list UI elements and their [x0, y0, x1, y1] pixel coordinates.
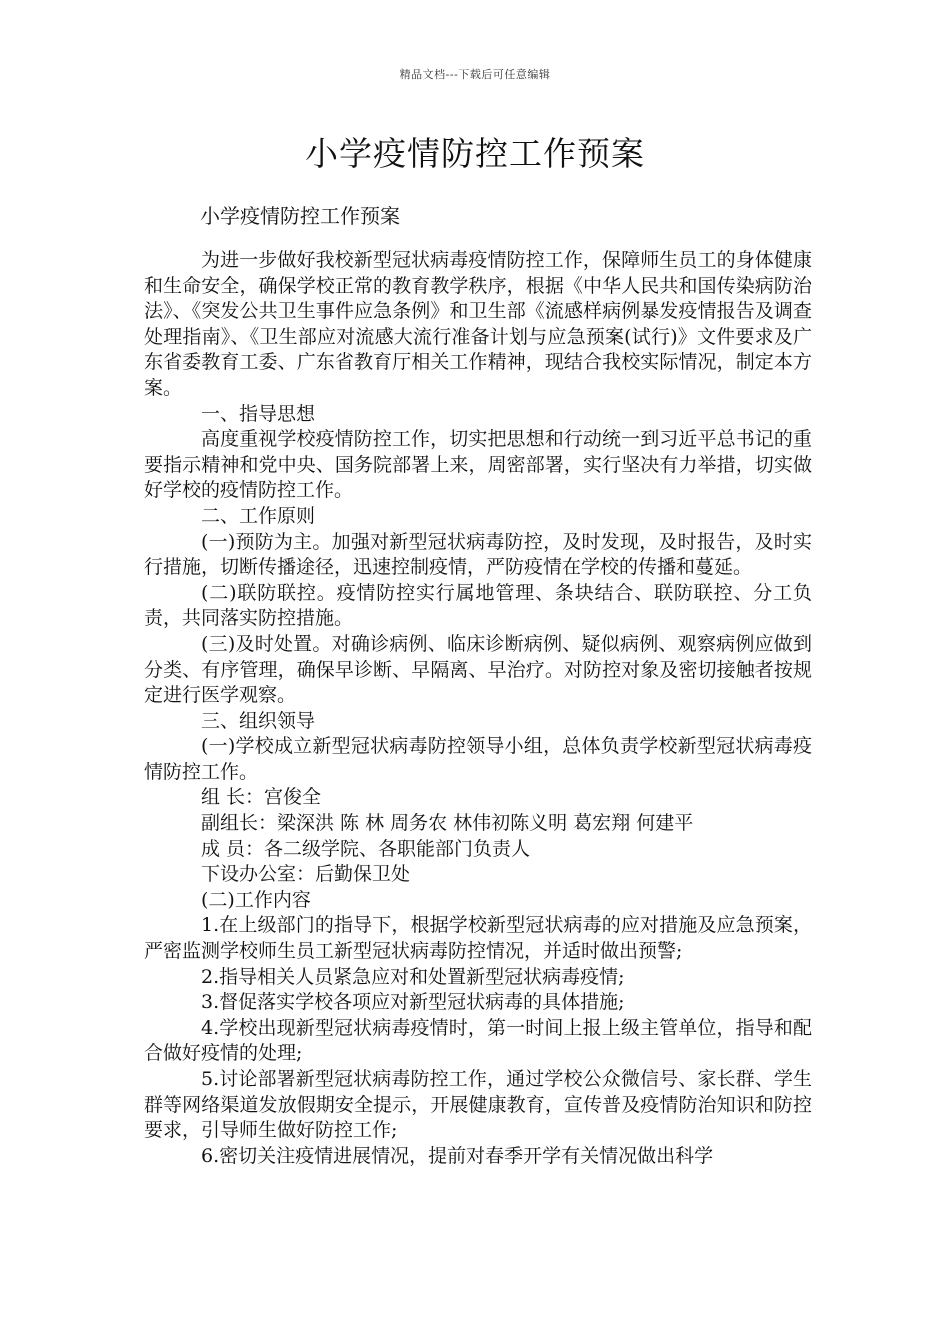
document-subtitle: 小学疫情防控工作预案: [200, 204, 400, 228]
list-item: 2.指导相关人员紧急应对和处置新型冠状病毒疫情;: [201, 965, 625, 988]
list-item: 4.学校出现新型冠状病毒疫情时，第一时间上报上级主管单位，指导和配合做好疫情的处理;: [144, 1016, 812, 1065]
leader-line: 组 长：宫俊全: [201, 786, 322, 809]
office-line: 下设办公室：后勤保卫处: [201, 863, 411, 886]
subsection-heading: (二)工作内容: [201, 888, 311, 911]
paragraph: (一)学校成立新型冠状病毒防控领导小组，总体负责学校新型冠状病毒疫情防控工作。: [144, 735, 812, 783]
list-item: 6.密切关注疫情进展情况，提前对春季开学有关情况做出科学: [201, 1144, 714, 1167]
paragraph: (一)预防为主。加强对新型冠状病毒防控，及时发现，及时报告，及时实行措施，切断传播途径，迅速控制疫情，严防疫情在学校的传播和蔓延。: [144, 530, 812, 579]
deputy-leader-line: 副组长：梁深洪 陈 林 周务农 林伟初陈义明 葛宏翔 何建平: [201, 812, 694, 835]
document-body: [144, 248, 812, 1169]
section-heading: 三、组织领导: [201, 709, 316, 732]
paragraph: (二)联防联控。疫情防控实行属地管理、条块结合、联防联控、分工负责，共同落实防控措施。: [144, 581, 812, 630]
paragraph: (三)及时处置。对确诊病例、临床诊断病例、疑似病例、观察病例应做到分类、有序管理，确保早诊断、早隔离、早治疗。对防控对象及密切接触者按规定进行医学观察。: [144, 632, 812, 707]
intro-paragraph: 为进一步做好我校新型冠状病毒疫情防控工作，保障师生员工的身体健康和生命安全，确保学校正常的教育教学秩序，根据《中华人民共和国传染病防治法》、《突发公共卫生事件应急条例》和卫生部《流感样病例暴发疫情报告及调查处理指南》、《卫生部应对流感大流行准备计划与应急预案(试行)》文件要求及广东省委教育工委、广东省教育厅相关工作精神，现结合我校实际情况，制定本方案。: [144, 249, 812, 399]
document-title: 小学疫情防控工作预案: [305, 134, 645, 173]
section-heading: 二、工作原则: [201, 504, 316, 527]
list-item: 3.督促落实学校各项应对新型冠状病毒的具体措施;: [201, 991, 625, 1014]
members-line: 成 员：各二级学院、各职能部门负责人: [201, 837, 531, 860]
list-item: 1.在上级部门的指导下，根据学校新型冠状病毒的应对措施及应急预案，严密监测学校师生员工新型冠状病毒防控情况，并适时做出预警;: [144, 914, 812, 963]
page-header: 精品文档---下载后可任意编辑: [399, 68, 551, 81]
list-item: 5.讨论部署新型冠状病毒防控工作，通过学校公众微信号、家长群、学生群等网络渠道发放假期安全提示，开展健康教育，宣传普及疫情防治知识和防控要求，引导师生做好防控工作;: [144, 1068, 812, 1142]
section-heading: 一、指导思想: [201, 402, 316, 425]
paragraph: 高度重视学校疫情防控工作，切实把思想和行动统一到习近平总书记的重要指示精神和党中央、国务院部署上来，周密部署，实行坚决有力举措，切实做好学校的疫情防控工作。: [144, 428, 812, 502]
